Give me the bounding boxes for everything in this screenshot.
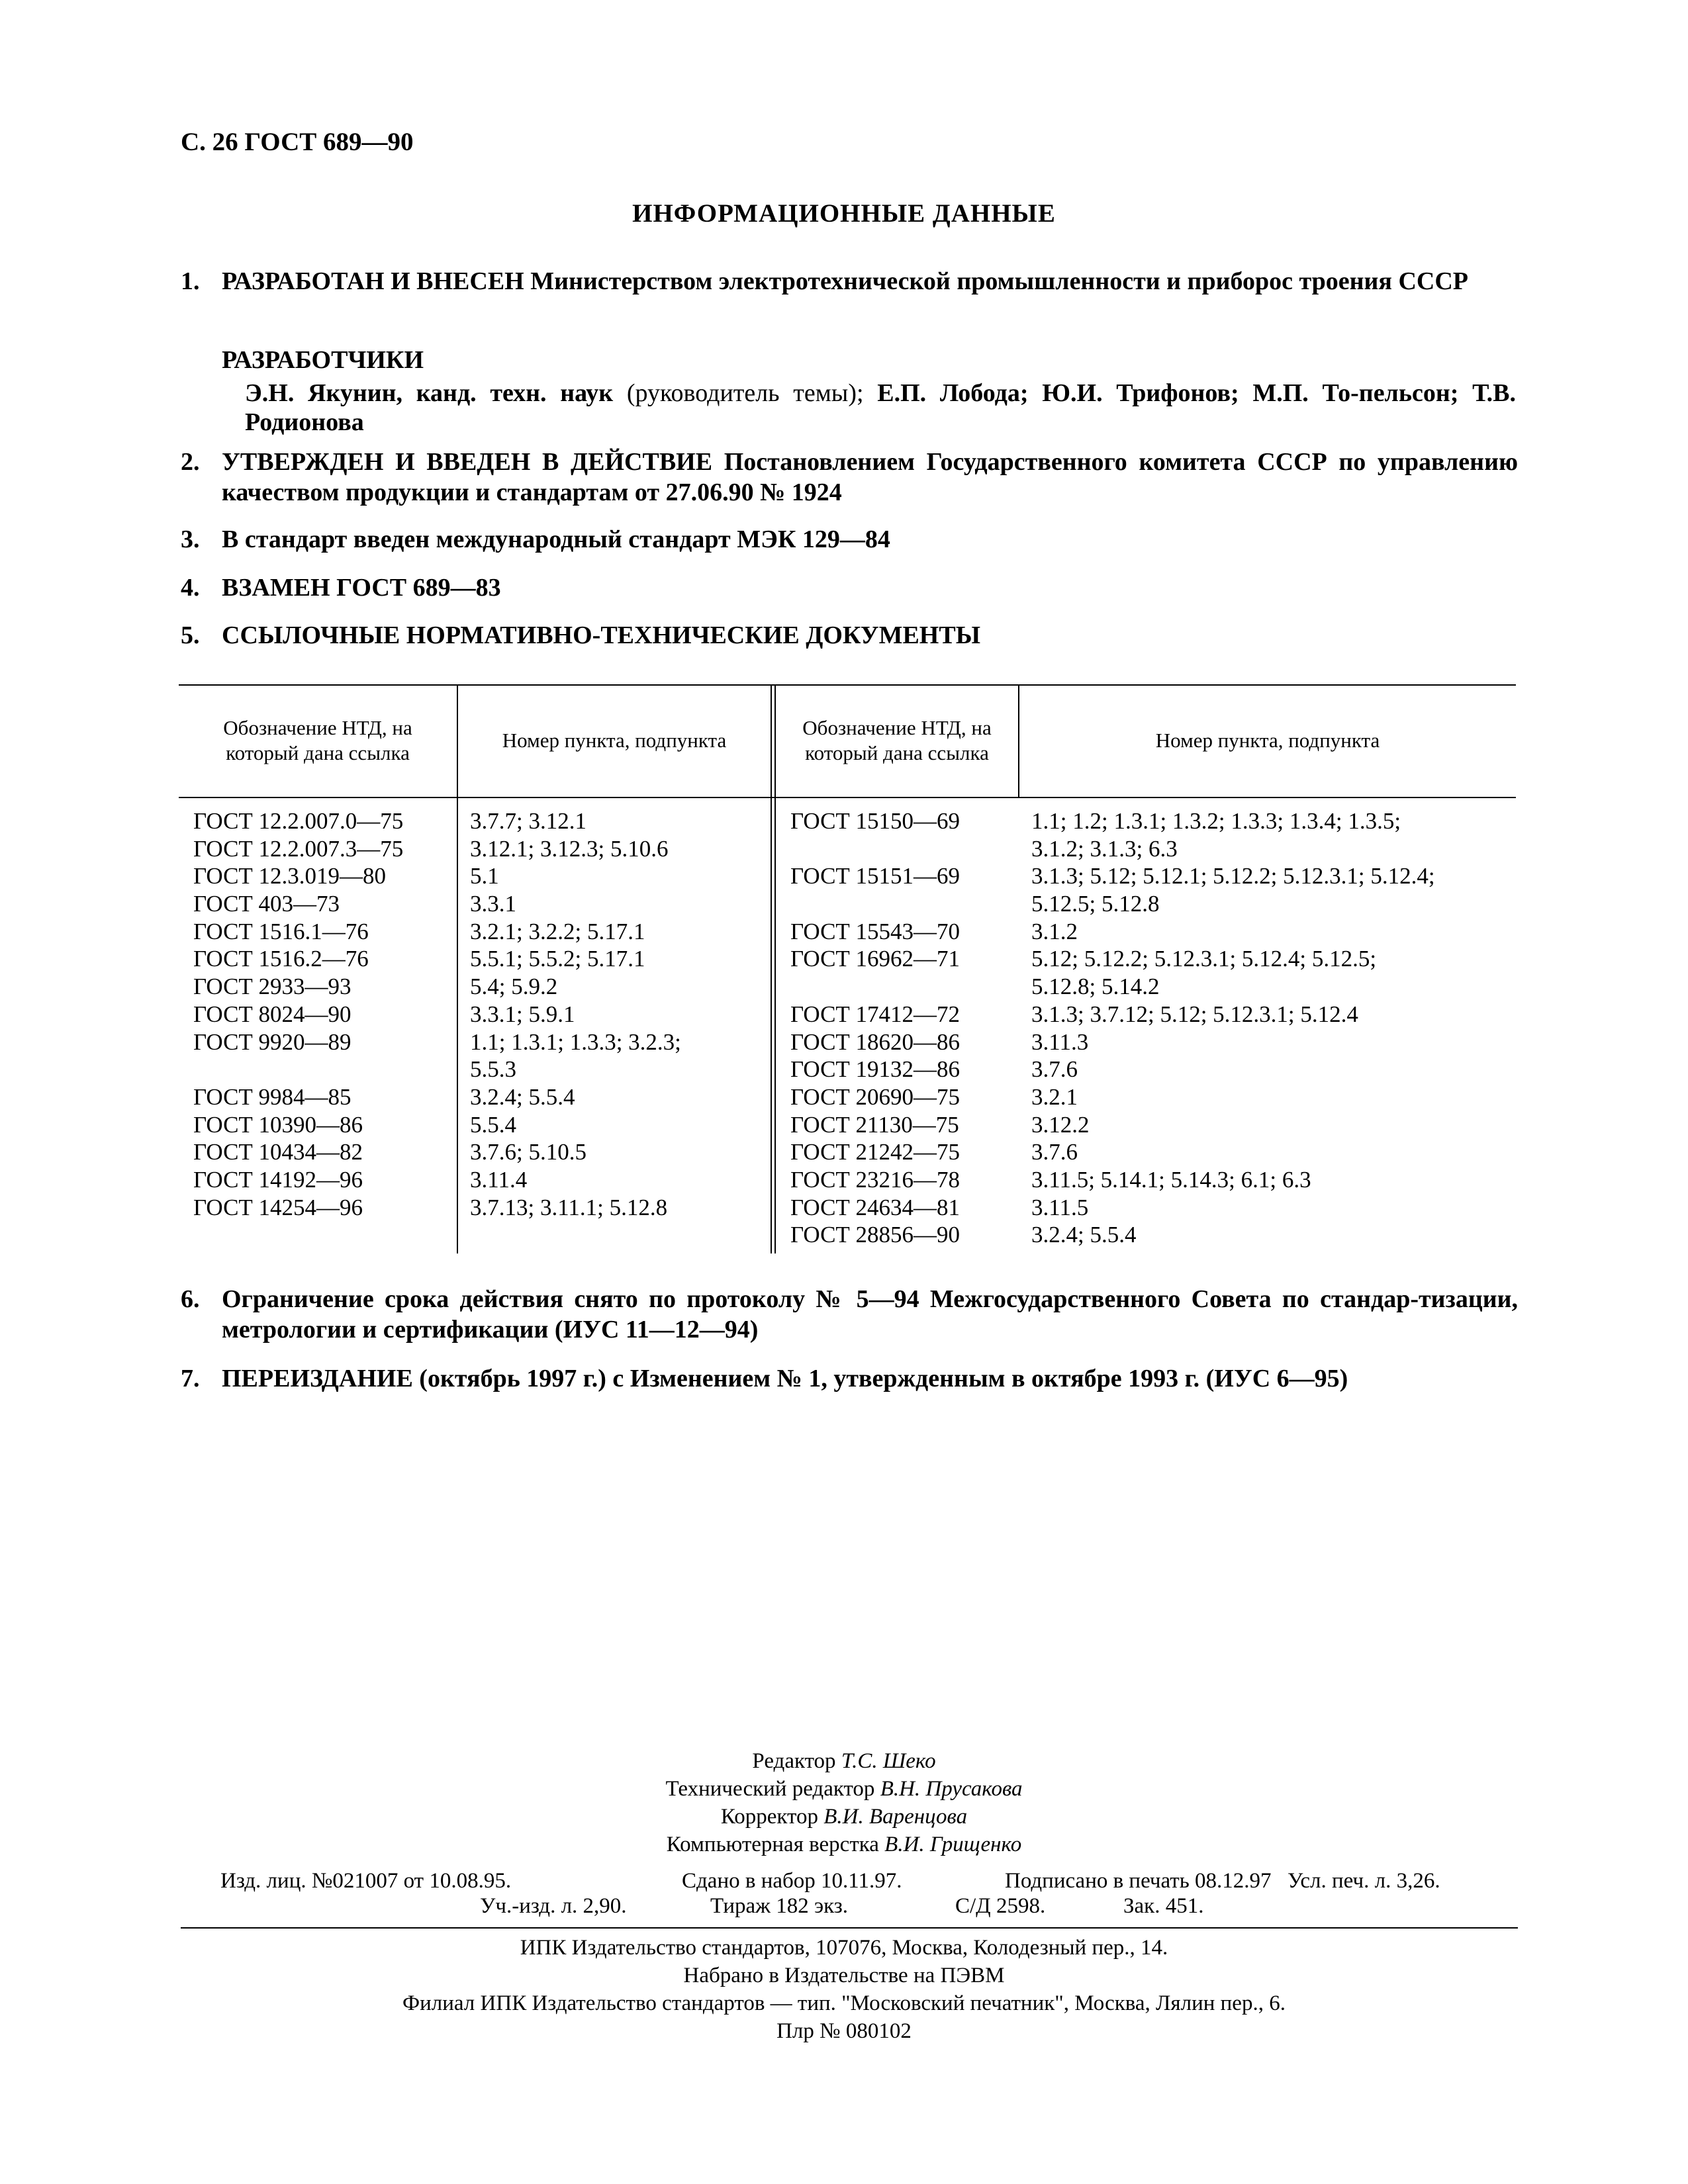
print-sheets: Усл. печ. л. 3,26. [1288,1869,1440,1893]
table-cell-points: 1.1; 1.3.1; 1.3.3; 3.2.3; [470,1028,681,1055]
item-number: 2. [181,448,200,476]
staff-credits [0,1747,1688,1858]
item-text: ВЗАМЕН ГОСТ 689—83 [222,574,501,602]
publishing-sheets: Уч.-изд. л. 2,90. [480,1894,627,1918]
editor-line: Редактор Т.С. Шеко [752,1749,936,1773]
typeset-note: Набрано в Издательстве на ПЭВМ [683,1964,1005,1987]
table-cell-points: 3.3.1 [470,891,516,917]
table-cell-doc: ГОСТ 14192—96 [193,1166,363,1193]
left-points-column [470,807,764,1221]
item-3 [181,524,1518,555]
printer-license: Плр № 080102 [776,2019,912,2043]
table-cell-doc: ГОСТ 21242—75 [790,1139,961,1165]
table-cell-doc [790,973,1015,1001]
developer-name: Э.Н. Якунин, канд. техн. наук [245,379,614,407]
header-points-right: Номер пункта, подпункта [1155,729,1380,752]
table-cell-points: 5.12.5; 5.12.8 [1031,891,1160,917]
table-cell-points: 3.1.2; 3.1.3; 6.3 [1031,835,1178,862]
table-cell-doc: ГОСТ 18620—86 [790,1028,961,1055]
table-cell-doc: ГОСТ 17412—72 [790,1001,961,1027]
left-docs-column [193,807,451,1221]
table-cell-points: 3.1.2 [1031,918,1078,944]
table-cell-doc: ГОСТ 23216—78 [790,1166,961,1193]
table-cell-points: 5.5.3 [470,1056,516,1083]
item-number: 3. [181,525,200,553]
table-cell-doc: ГОСТ 403—73 [193,891,340,917]
signed-for-print: Подписано в печать 08.12.97 [1005,1869,1272,1893]
column-double-divider [771,684,776,1253]
table-header-rule [179,797,1516,798]
references-table [179,684,1516,1253]
item-text: ССЫЛОЧНЫЕ НОРМАТИВНО-ТЕХНИЧЕСКИЕ ДОКУМЕНТЫ [222,621,981,649]
item-1 [181,266,1518,296]
table-cell-points: 3.11.4 [470,1166,528,1193]
table-cell-doc: ГОСТ 20690—75 [790,1083,961,1110]
table-cell-points: 5.5.1; 5.5.2; 5.17.1 [470,946,645,972]
table-cell-doc: ГОСТ 9984—85 [193,1083,352,1110]
table-cell-doc: ГОСТ 10434—82 [193,1139,363,1165]
table-cell-points: 3.2.1 [1031,1083,1078,1110]
table-cell-points: 3.1.3; 3.7.12; 5.12; 5.12.3.1; 5.12.4 [1031,1001,1358,1027]
header-points: Номер пункта, подпункта [502,729,727,752]
table-cell-doc: ГОСТ 15150—69 [790,808,961,834]
table-cell-points: 3.2.4; 5.5.4 [1031,1222,1137,1248]
table-cell-points: 3.7.6 [1031,1056,1078,1083]
developer-names: Е.П. Лобода; Ю.И. Трифонов; М.П. То-пельсон; Т.В. Родионова [245,379,1516,436]
item-number: 7. [181,1365,200,1392]
printer-address: Филиал ИПК Издательство стандартов — тип. "Московский печатник", Москва, Лялин пер., 6. [402,1991,1286,2015]
table-cell-points: 1.1; 1.2; 1.3.1; 1.3.2; 1.3.3; 1.3.4; 1.3.5; [1031,808,1401,834]
table-cell-points: 5.1 [470,863,499,889]
table-cell-doc: ГОСТ 10390—86 [193,1111,363,1138]
item-5 [181,620,1518,651]
table-cell-points: 3.11.3 [1031,1028,1089,1055]
header-doc: Обозначение НТД, на который дана ссылка [223,716,412,764]
table-cell-points: 3.1.3; 5.12; 5.12.1; 5.12.2; 5.12.3.1; 5.12.4; [1031,863,1435,889]
item-number: 1. [181,267,200,295]
imprint [0,1934,1688,2045]
table-cell-doc: ГОСТ 14254—96 [193,1194,363,1220]
table-cell-doc: ГОСТ 12.2.007.0—75 [193,808,404,834]
item-number: 6. [181,1285,200,1313]
item-number: 4. [181,574,200,602]
table-cell-points: 5.12; 5.12.2; 5.12.3.1; 5.12.4; 5.12.5; [1031,946,1377,972]
table-cell-doc: ГОСТ 2933—93 [193,974,352,1000]
table-cell-points: 5.12.8; 5.14.2 [1031,974,1160,1000]
item-4 [181,572,1518,603]
table-cell-points: 3.7.6 [1031,1139,1078,1165]
table-cell-doc: ГОСТ 12.2.007.3—75 [193,835,404,862]
table-cell-doc: ГОСТ 28856—90 [790,1222,961,1248]
table-cell-doc: ГОСТ 19132—86 [790,1056,961,1083]
sd-number: С/Д 2598. [955,1894,1046,1918]
table-cell-doc: ГОСТ 15543—70 [790,918,961,944]
table-cell-doc [790,835,1015,863]
item-text: Ограничение срока действия снято по протоколу № 5—94 Межгосударственного Совета по стандар-тизации, метрологии и сертификации (ИУС 11—12—94) [222,1285,1518,1343]
table-cell-points: 3.2.4; 5.5.4 [470,1083,575,1110]
item-7 [181,1363,1518,1394]
page-title: ИНФОРМАЦИОННЫЕ ДАННЫЕ [632,199,1056,228]
table-cell-doc: ГОСТ 12.3.019—80 [193,863,387,889]
table-cell-doc [193,1056,451,1083]
sent-to-print: Сдано в набор 10.11.97. [682,1869,902,1893]
table-cell-points: 3.7.7; 3.12.1 [470,808,586,834]
item-text: УТВЕРЖДЕН И ВВЕДЕН В ДЕЙСТВИЕ Постановлением Государственного комитета СССР по управлению качеством продукции и стандартам от 27.06.90 № 1924 [222,448,1518,506]
page-header: С. 26 ГОСТ 689—90 [181,128,414,156]
developer-role: (руководитель темы); [613,379,878,407]
table-cell-points: 3.11.5 [1031,1194,1089,1220]
tech-editor-line: Технический редактор В.Н. Прусакова [665,1777,1023,1801]
corrector-line: Корректор В.И. Варенцова [720,1805,968,1829]
header-doc-right: Обозначение НТД, на который дана ссылка [802,716,992,764]
table-cell-doc: ГОСТ 16962—71 [790,946,961,972]
publisher-address: ИПК Издательство стандартов, 107076, Москва, Колодезный пер., 14. [520,1936,1168,1960]
table-cell-doc [790,890,1015,918]
table-cell-points: 3.12.1; 3.12.3; 5.10.6 [470,835,669,862]
item-text: ПЕРЕИЗДАНИЕ (октябрь 1997 г.) с Изменением № 1, утвержденным в октябре 1993 г. (ИУС 6—95) [222,1365,1348,1392]
table-cell-points: 3.11.5; 5.14.1; 5.14.3; 6.1; 6.3 [1031,1166,1311,1193]
item-2 [181,447,1518,508]
license-info: Изд. лиц. №021007 от 10.08.95. [220,1869,512,1893]
table-cell-points: 5.4; 5.9.2 [470,974,558,1000]
item-text: РАЗРАБОТАН И ВНЕСЕН Министерством электротехнической промышленности и приборос троения СССР [222,267,1468,295]
table-cell-doc: ГОСТ 8024—90 [193,1001,352,1027]
item-text: В стандарт введен международный стандарт МЭК 129—84 [222,525,890,553]
table-cell-points: 3.2.1; 3.2.2; 5.17.1 [470,918,645,944]
item-number: 5. [181,621,200,649]
table-cell-doc: ГОСТ 15151—69 [790,863,961,889]
table-cell-points: 3.7.13; 3.11.1; 5.12.8 [470,1194,668,1220]
table-cell-points: 3.12.2 [1031,1111,1090,1138]
right-points-column [1031,807,1513,1249]
table-cell-doc: ГОСТ 21130—75 [790,1111,959,1138]
layout-line: Компьютерная верстка В.И. Грищенко [666,1833,1022,1856]
imprint-rule [181,1927,1518,1929]
table-cell-points: 3.7.6; 5.10.5 [470,1139,586,1165]
table-cell-doc: ГОСТ 1516.1—76 [193,918,369,944]
order-number: Зак. 451. [1123,1894,1204,1918]
item-6 [181,1284,1518,1345]
developers-title: РАЗРАБОТЧИКИ [222,346,424,374]
table-cell-doc: ГОСТ 1516.2—76 [193,946,369,972]
table-cell-points: 3.3.1; 5.9.1 [470,1001,575,1027]
table-cell-points: 5.5.4 [470,1111,516,1138]
developers-list [245,379,1516,437]
table-cell-doc: ГОСТ 24634—81 [790,1194,961,1220]
circulation: Тираж 182 экз. [710,1894,848,1918]
right-docs-column [790,807,1015,1249]
table-cell-doc: ГОСТ 9920—89 [193,1028,352,1055]
